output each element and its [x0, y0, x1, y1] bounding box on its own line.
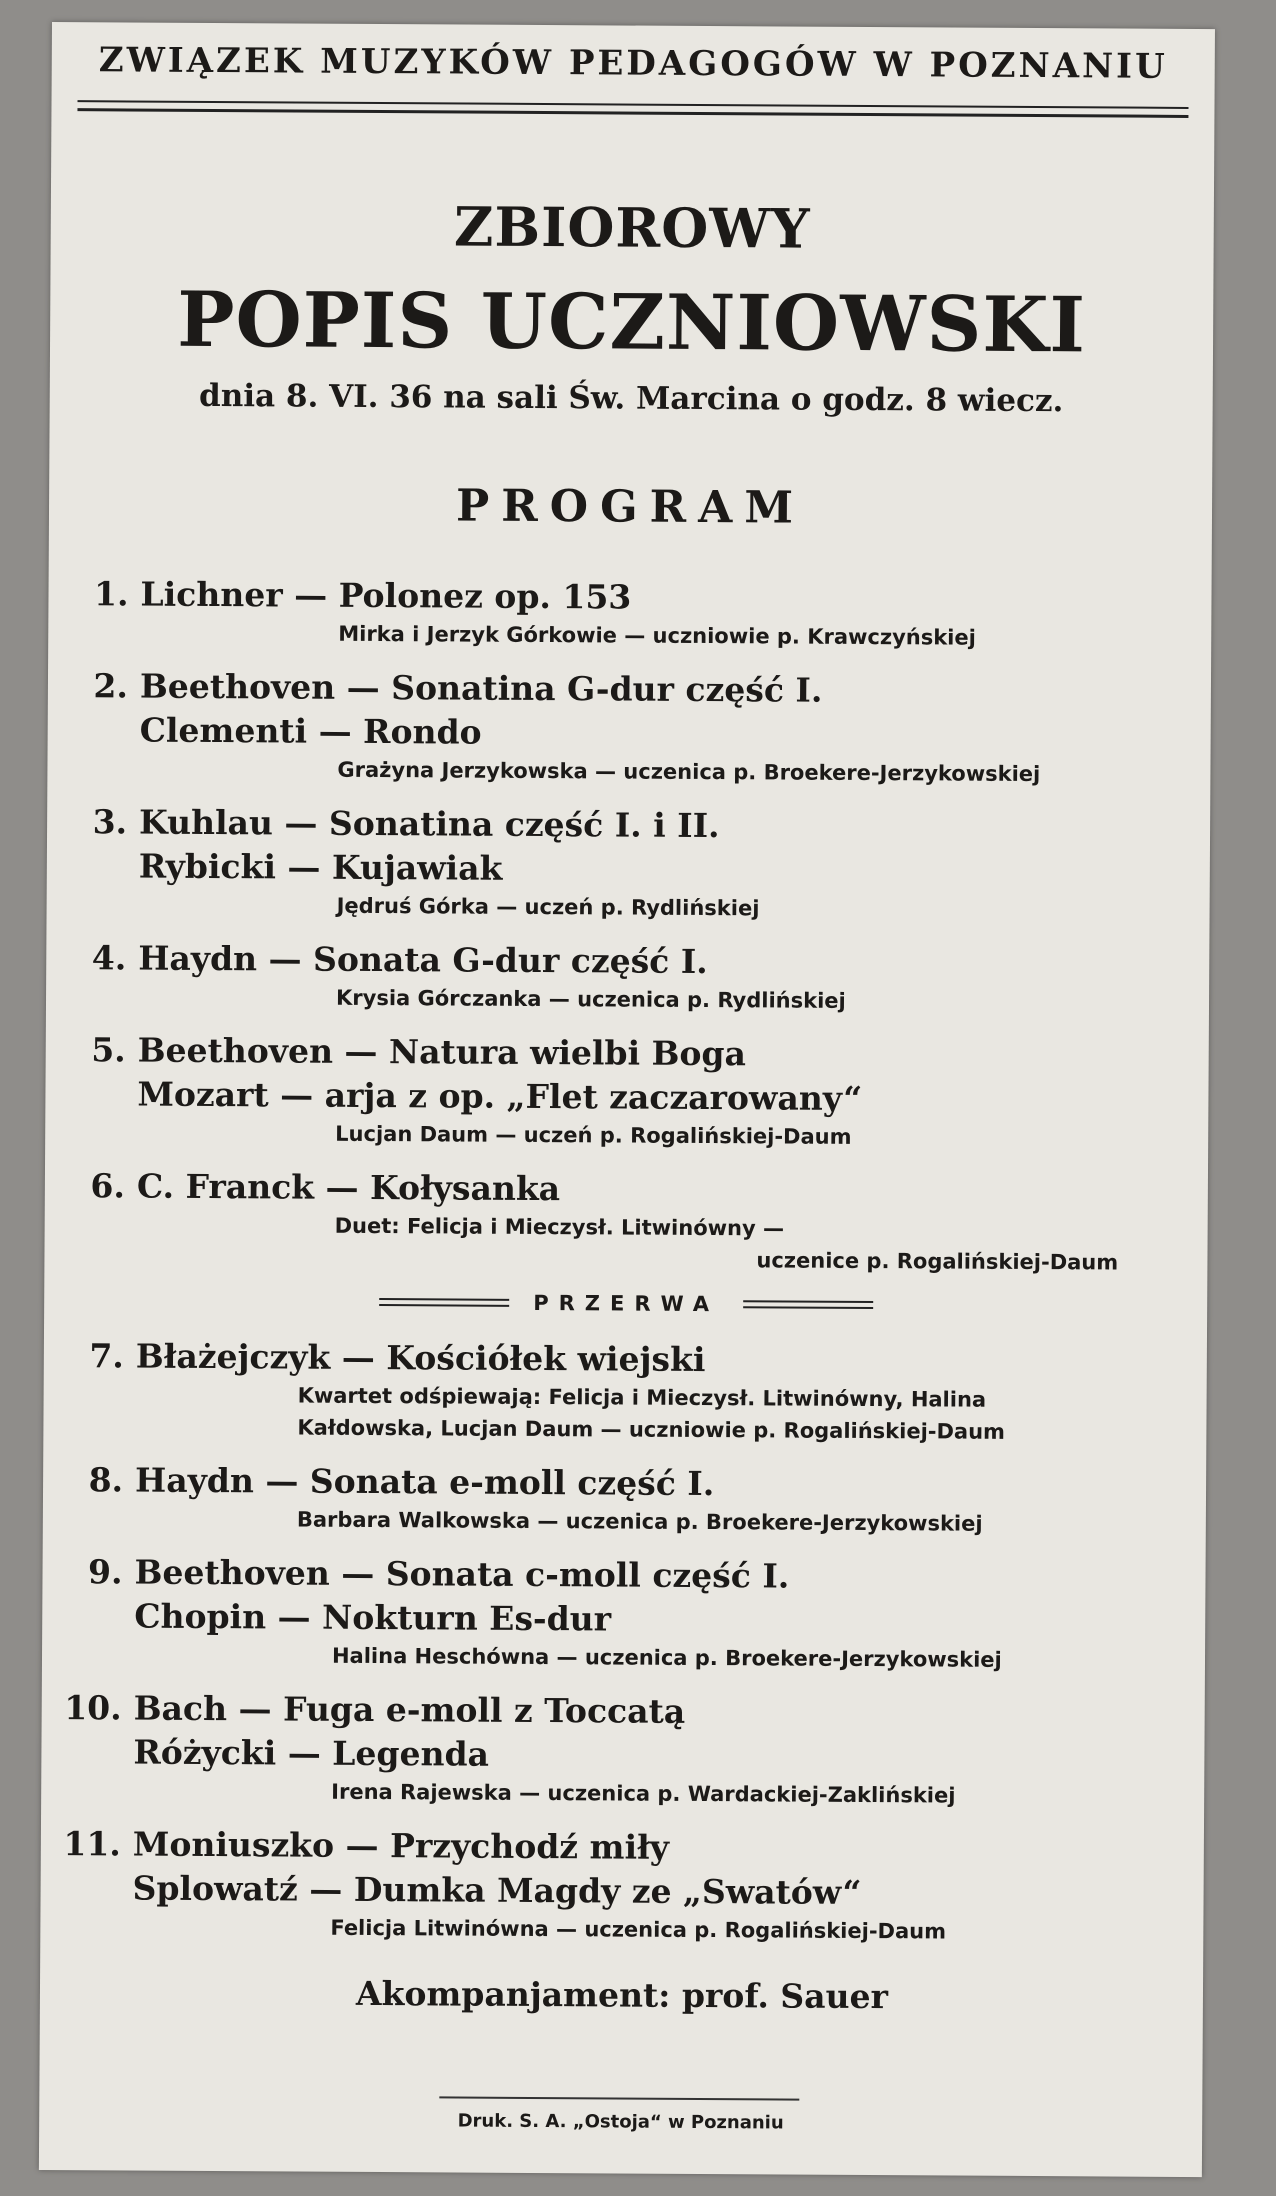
item-number: 4.: [91, 938, 127, 978]
item-number: 10.: [64, 1688, 122, 1728]
program-item: [62, 1822, 1183, 1949]
item-piece: Moniuszko — Przychodź miły: [132, 1824, 670, 1867]
item-performer-continued: uczenice p. Rogalińskiej-Daum: [756, 1248, 1119, 1275]
item-performer: Barbara Walkowska — uczenica p. Broekere-Jerzykowskiej: [296, 1507, 983, 1536]
program-item: [63, 1686, 1184, 1813]
intermission-label: PRZERWA: [533, 1290, 720, 1317]
event-date-line: dnia 8. VI. 36 na sali Św. Marcina o godz. 8 wiecz.: [198, 377, 1064, 420]
item-number: 7.: [89, 1336, 124, 1376]
item-performer: Grażyna Jerzykowska — uczenica p. Broekere-Jerzykowskiej: [337, 757, 1041, 787]
item-performer: Felicja Litwinówna — uczenica p. Rogalińskiej-Daum: [330, 1915, 947, 1944]
item-piece: C. Franck — Kołysanka: [136, 1166, 561, 1209]
item-performer: Halina Heschówna — uczenica p. Broekere-Jerzykowskiej: [331, 1643, 1002, 1672]
item-performer: Jędruś Górka — uczeń p. Rydlińskiej: [336, 893, 760, 921]
item-piece: Beethoven — Natura wielbi Boga: [137, 1030, 747, 1074]
program-item: [65, 1334, 1186, 1449]
footer-divider: [439, 2096, 799, 2100]
item-piece: Błażejczyk — Kościółek wiejski: [135, 1336, 706, 1380]
program-item: [66, 1164, 1187, 1279]
item-piece: Chopin — Nokturn Es-dur: [134, 1596, 612, 1639]
item-number: 5.: [91, 1030, 126, 1070]
item-number: 1.: [93, 574, 129, 614]
poster-sheet: [39, 22, 1215, 2177]
program-item: [65, 1458, 1185, 1541]
item-performer: Duet: Felicja i Mieczysł. Litwinówny —: [334, 1213, 785, 1241]
program-list: [62, 572, 1191, 2018]
item-piece: Lichner — Polonez op. 153: [140, 574, 632, 617]
program-item: [64, 1550, 1185, 1677]
item-number: 8.: [88, 1460, 124, 1500]
item-piece: Kuhlau — Sonatina część I. i II.: [138, 802, 720, 846]
program-item: [69, 800, 1190, 927]
item-piece: Haydn — Sonata e-moll część I.: [134, 1460, 715, 1504]
item-piece: Clementi — Rondo: [139, 710, 482, 752]
printer-credit: Druk. S. A. „Ostoja“ w Poznaniu: [457, 2110, 784, 2134]
program-item: [67, 1028, 1188, 1155]
divider-line: [743, 1300, 873, 1309]
item-piece: Beethoven — Sonatina G-dur część I.: [139, 666, 823, 710]
program-item: [70, 572, 1190, 655]
item-number: 9.: [87, 1552, 123, 1592]
item-piece: Różycki — Legenda: [133, 1732, 490, 1774]
item-piece: Haydn — Sonata G-dur część I.: [138, 938, 708, 982]
item-piece: Rybicki — Kujawiak: [138, 846, 503, 888]
item-number: 11.: [63, 1824, 121, 1864]
header-divider: [77, 100, 1188, 118]
divider-line: [379, 1298, 509, 1307]
accompaniment-line: Akompanjament: prof. Sauer: [355, 1973, 889, 2017]
program-item: [68, 936, 1188, 1019]
item-performer: Irena Rajewska — uczenica p. Wardackiej-Zaklińskiej: [331, 1779, 956, 1808]
title-line-2: POPIS UCZNIOWSKI: [177, 274, 1087, 370]
item-performer: Krysia Górczanka — uczenica p. Rydlińskiej: [335, 985, 846, 1013]
item-performer-continued: Kałdowska, Lucjan Daum — uczniowie p. Rogalińskiej-Daum: [297, 1415, 1006, 1444]
item-performer: Kwartet odśpiewają: Felicja i Mieczysł. Litwinówny, Halina: [297, 1383, 987, 1412]
program-item: [69, 664, 1190, 791]
item-piece: Bach — Fuga e-moll z Toccatą: [133, 1688, 686, 1731]
program-heading: PROGRAM: [455, 480, 806, 534]
item-piece: Beethoven — Sonata c-moll część I.: [134, 1552, 790, 1596]
organization-name: ZWIĄZEK MUZYKÓW PEDAGOGÓW W POZNANIU: [98, 40, 1168, 87]
item-piece: Mozart — arja z op. „Flet zaczarowany“: [137, 1074, 863, 1118]
item-number: 3.: [92, 802, 128, 842]
item-performer: Mirka i Jerzyk Górkowie — uczniowie p. Krawczyńskiej: [338, 621, 976, 650]
item-piece: Splowatź — Dumka Magdy ze „Swatów“: [132, 1868, 862, 1912]
title-line-1: ZBIOROWY: [453, 194, 811, 261]
item-performer: Lucjan Daum — uczeń p. Rogalińskiej-Daum: [335, 1121, 852, 1149]
item-number: 2.: [93, 666, 129, 706]
item-number: 6.: [90, 1166, 126, 1206]
intermission-divider: [66, 1288, 1186, 1319]
